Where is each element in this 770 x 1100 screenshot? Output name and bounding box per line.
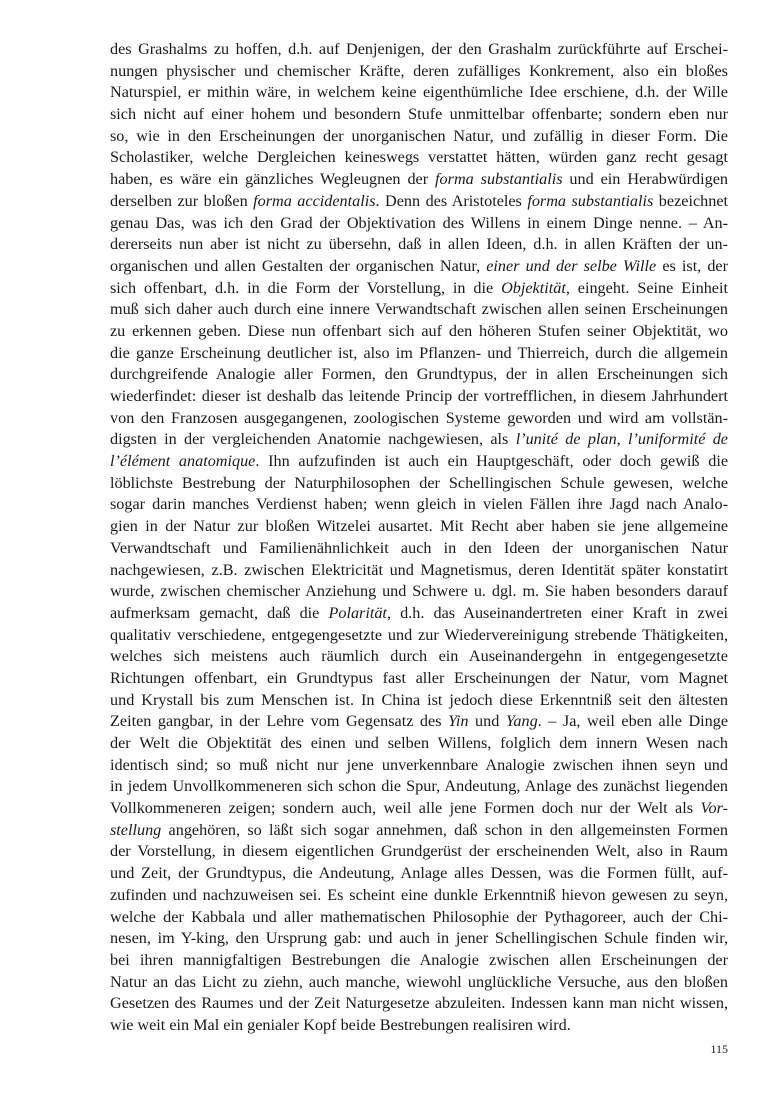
body-text xyxy=(110,39,728,1037)
italic-text: forma substantialis xyxy=(435,170,563,189)
text-line xyxy=(110,668,728,690)
text-line xyxy=(110,61,728,83)
text-segment: , eingeht. Seine Einheit xyxy=(565,278,728,297)
italic-text: forma substantialis xyxy=(527,191,654,210)
text-segment: , d.h. das Auseinandertreten einer Kraft in zwei xyxy=(386,603,729,622)
text-segment: des Grashalms zu hoffen, d.h. auf Denjenigen, der den Grashalm zurückführte auf Erschei- xyxy=(110,40,728,58)
text-segment: und Zeit, der Grundtypus, die Andeutung, Anlage alles Dessen, was die Formen füllt, auf- xyxy=(110,864,728,883)
text-line xyxy=(110,169,728,191)
text-segment: digsten in der vergleichenden Anatomie nachgewiesen, als xyxy=(110,430,516,449)
text-segment: Gesetzen des Raumes und der Zeit Naturgesetze abzuleiten. Indessen kann man nicht wissen, xyxy=(110,994,728,1013)
text-segment: wie weit ein Mal ein genialer Kopf beide Bestrebungen realisiren wird. xyxy=(110,1015,571,1034)
text-segment: die ganze Erscheinung deutlicher ist, also im Pflanzen- und Thierreich, durch die allgemein xyxy=(110,343,728,362)
text-segment: Scholastiker, welche Dergleichen keineswegs verstattet hätten, würden ganz recht gesagt xyxy=(110,148,728,167)
text-line xyxy=(110,408,728,430)
text-line xyxy=(110,928,728,950)
text-segment: identisch sind; so muß nicht nur jene unverkennbare Analogie zwischen ihnen seyn und xyxy=(110,755,728,774)
text-segment: Richtungen offenbart, ein Grundtypus fast aller Erscheinungen der Natur, vom Magnet xyxy=(110,668,728,687)
text-segment: in jedem Unvollkommeneren sich schon die Spur, Andeutung, Anlage des zunächst liegenden xyxy=(110,777,728,796)
text-line xyxy=(110,82,728,104)
text-line xyxy=(110,755,728,777)
text-segment: und Krystall bis zum Menschen ist. In China ist jedoch diese Erkenntniß seit den ältesten xyxy=(110,690,728,709)
italic-text: Polarität xyxy=(328,603,387,622)
text-segment: . Ihn aufzufinden ist auch ein Hauptgeschäft, oder doch gewiß die xyxy=(255,452,729,471)
text-line xyxy=(110,126,728,148)
text-segment: Zeiten gangbar, in der Lehre vom Gegensatz des xyxy=(110,712,449,731)
text-segment: Verwandtschaft und Familienähnlichkeit auch in den Ideen der unorganischen Natur xyxy=(110,538,728,557)
text-line xyxy=(110,798,728,820)
italic-text: Yin xyxy=(448,712,469,731)
text-segment: sich nicht auf einer hohem und besondern Stufe unmittelbar offenbarte; sondern eben nur xyxy=(110,105,728,124)
italic-text: stellung xyxy=(110,820,162,839)
text-line xyxy=(110,907,728,929)
text-segment: zufinden und nachzuweisen sei. Es scheint eine dunkle Erkenntniß hievon gewesen zu seyn, xyxy=(110,885,728,904)
text-segment: nachgewiesen, z.B. zwischen Elektricität und Magnetismus, deren Identität später konstatirt xyxy=(110,560,728,579)
italic-text: l’unité de plan, l’uniformité de xyxy=(515,430,728,449)
text-line xyxy=(110,538,728,560)
text-segment: Naturspiel, er mithin wäre, in welchem keine eigenthümliche Idee erschiene, d.h. der Wille xyxy=(110,83,728,102)
text-line xyxy=(110,364,728,386)
text-line xyxy=(110,147,728,169)
text-line xyxy=(110,256,728,278)
text-line xyxy=(110,711,728,733)
text-segment: durchgreifende Analogie aller Formen, den Grundtypus, der in allen Erscheinungen sich xyxy=(110,365,728,384)
text-segment: welche der Kabbala und aller mathematischen Philosophie der Pythagoreer, auch der Chi- xyxy=(110,907,728,926)
text-line xyxy=(110,39,728,61)
text-segment: qualitativ verschiedene, entgegengesetzte und zur Wiedervereinigung strebende Thätigkeiten, xyxy=(110,625,728,644)
text-segment: organischen und allen Gestalten der organischen Natur, xyxy=(110,256,487,275)
text-segment: dererseits nun aber ist nicht zu übersehn, daß in allen Ideen, d.h. in allen Kräften der un- xyxy=(110,235,728,254)
text-segment: wurde, zwischen chemischer Anziehung und Schwere u. dgl. m. Sie haben besonders darauf xyxy=(110,582,728,601)
text-line xyxy=(110,494,728,516)
italic-text: Yang xyxy=(505,712,538,731)
text-segment: und xyxy=(468,712,506,731)
text-line xyxy=(110,516,728,538)
text-line xyxy=(110,820,728,842)
text-segment: . – Ja, weil eben alle Dinge xyxy=(537,712,729,731)
text-segment: welches sich meistens auch räumlich durch ein Auseinandergehn in entgegengesetzte xyxy=(110,647,728,666)
text-line xyxy=(110,885,728,907)
text-segment: wiederfindet: dieser ist deshalb das leitende Princip der vortrefflichen, in diesem Jahrhundert xyxy=(110,387,728,405)
text-line xyxy=(110,972,728,994)
italic-text: Vor- xyxy=(700,799,728,818)
text-line xyxy=(110,841,728,863)
text-segment: zu erkennen geben. Diese nun offenbart sich auf den höheren Stufen seiner Objektität, wo xyxy=(110,321,728,340)
text-segment: derselben zur bloßen xyxy=(110,191,254,210)
text-line xyxy=(110,213,728,235)
text-segment: haben, es wäre ein gänzliches Wegleugnen der xyxy=(110,170,436,189)
text-segment: angehören, so läßt sich sogar annehmen, daß schon in den allgemeinsten Formen xyxy=(161,820,728,839)
text-line xyxy=(110,343,728,365)
page-number: 115 xyxy=(710,1042,728,1056)
text-line xyxy=(110,429,728,451)
text-line xyxy=(110,104,728,126)
text-line xyxy=(110,733,728,755)
text-segment: löblichste Bestrebung der Naturphilosophen der Schellingischen Schule gewesen, welche xyxy=(110,473,728,492)
italic-text: l’élément anatomique xyxy=(110,452,256,471)
text-segment: Vollkommeneren zeigen; sondern auch, weil alle jene Formen doch nur der Welt als xyxy=(110,799,701,818)
text-segment: bezeichnet xyxy=(653,191,728,210)
text-line xyxy=(110,950,728,972)
text-line xyxy=(110,776,728,798)
text-line xyxy=(110,321,728,343)
text-segment: Natur an das Licht zu ziehn, auch manche, wiewohl unglückliche Versuche, aus den bloßen xyxy=(110,972,728,991)
text-segment: genau Das, was ich den Grad der Objektivation des Willens in einem Dinge nenne. – An- xyxy=(110,213,728,232)
text-segment: gien in der Natur zur bloßen Witzelei ausartet. Mit Recht aber haben sie jene allgemeine xyxy=(110,517,728,536)
italic-text: Objektität xyxy=(501,278,566,297)
text-line xyxy=(110,234,728,256)
text-segment: nungen physischer und chemischer Kräfte, deren zufälliges Konkrement, also ein bloßes xyxy=(110,61,728,80)
text-segment: es ist, der xyxy=(656,256,728,275)
italic-text: einer und der selbe Wille xyxy=(486,256,657,275)
text-segment: muß sich daher auch durch eine innere Verwandtschaft zwischen allen seinen Erscheinungen xyxy=(110,300,728,319)
text-line xyxy=(110,278,728,300)
text-line xyxy=(110,386,728,408)
text-line xyxy=(110,473,728,495)
text-segment: . Denn des Aristoteles xyxy=(375,191,528,210)
text-line xyxy=(110,299,728,321)
text-segment: sogar darin manches Verdienst haben; wenn gleich in vielen Fällen ihre Jagd nach Analo- xyxy=(110,495,728,514)
text-segment: sich offenbart, d.h. in die Form der Vorstellung, in die xyxy=(110,278,502,297)
text-line xyxy=(110,863,728,885)
text-segment: und ein Herabwürdigen xyxy=(562,170,728,189)
text-line xyxy=(110,191,728,213)
italic-text: forma accidentalis xyxy=(253,191,376,210)
text-segment: nesen, im Y-king, den Ursprung gab: und auch in jener Schellingischen Schule finden wir, xyxy=(110,929,728,948)
text-line xyxy=(110,1015,728,1037)
text-line xyxy=(110,451,728,473)
text-segment: von den Franzosen ausgegangenen, zoologischen Systeme geworden und wird am vollstän- xyxy=(110,408,728,427)
text-line xyxy=(110,603,728,625)
text-segment: aufmerksam gemacht, daß die xyxy=(110,603,329,622)
text-line xyxy=(110,560,728,582)
text-line xyxy=(110,581,728,603)
text-segment: der Vorstellung, in diesem eigentlichen Grundgerüst der erscheinenden Welt, also in Raum xyxy=(110,842,728,861)
text-segment: so, wie in den Erscheinungen der unorganischen Natur, und zufällig in dieser Form. Die xyxy=(110,126,728,145)
text-line xyxy=(110,646,728,668)
text-line xyxy=(110,625,728,647)
text-segment: der Welt die Objektität des einen und selben Willens, folglich dem innern Wesen nach xyxy=(110,734,728,752)
text-segment: bei ihren mannigfaltigen Bestrebungen die Analogie zwischen allen Erscheinungen der xyxy=(110,950,728,969)
text-line xyxy=(110,690,728,712)
text-line xyxy=(110,993,728,1015)
